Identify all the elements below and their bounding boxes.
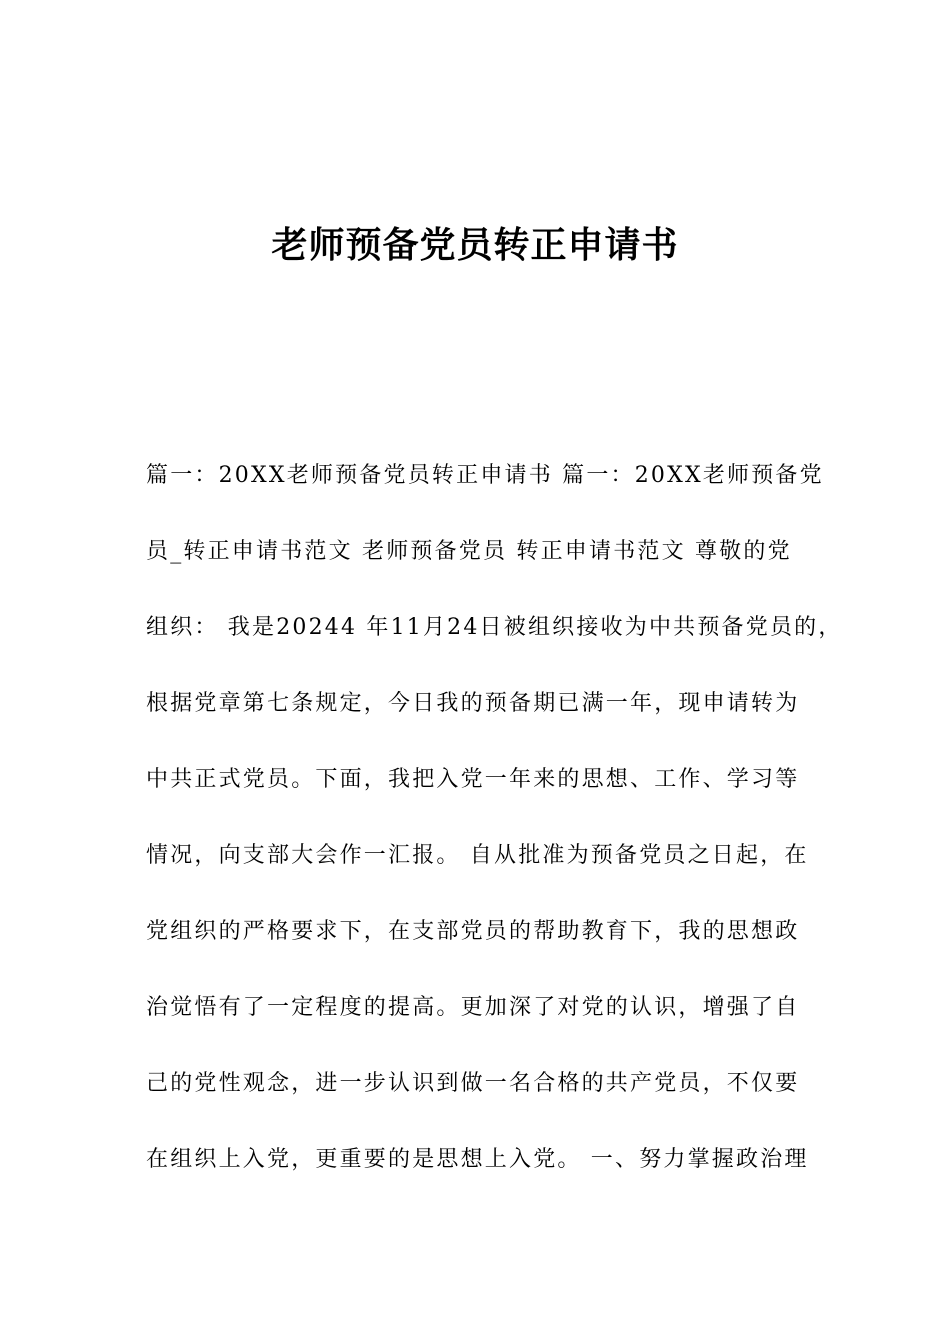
body-line: 根据党章第七条规定，今日我的预备期已满一年，现申请转为 [146,691,800,716]
document-title: 老师预备党员转正申请书 [271,225,679,266]
body-line: 治觉悟有了一定程度的提高。更加深了对党的认识，增强了自 [146,995,800,1020]
body-line: 情况，向支部大会作一汇报。 自从批准为预备党员之日起，在 [146,843,809,868]
document-body [146,453,843,1213]
body-line: 在组织上入党，更重要的是思想上入党。 一、努力掌握政治理 [146,1147,809,1172]
body-line: 篇一：20XX老师预备党员转正申请书 篇一：20XX老师预备党 [146,463,824,488]
body-line: 己的党性观念，进一步认识到做一名合格的共产党员，不仅要 [146,1071,800,1096]
body-line: 中共正式党员。下面，我把入党一年来的思想、工作、学习等 [146,767,800,792]
body-line: 员_转正申请书范文 老师预备党员 转正申请书范文 尊敬的党 [146,539,792,564]
body-line: 党组织的严格要求下，在支部党员的帮助教育下，我的思想政 [146,919,800,944]
body-line: 组织： 我是20244 年11月24日被组织接收为中共预备党员的， [146,615,843,640]
